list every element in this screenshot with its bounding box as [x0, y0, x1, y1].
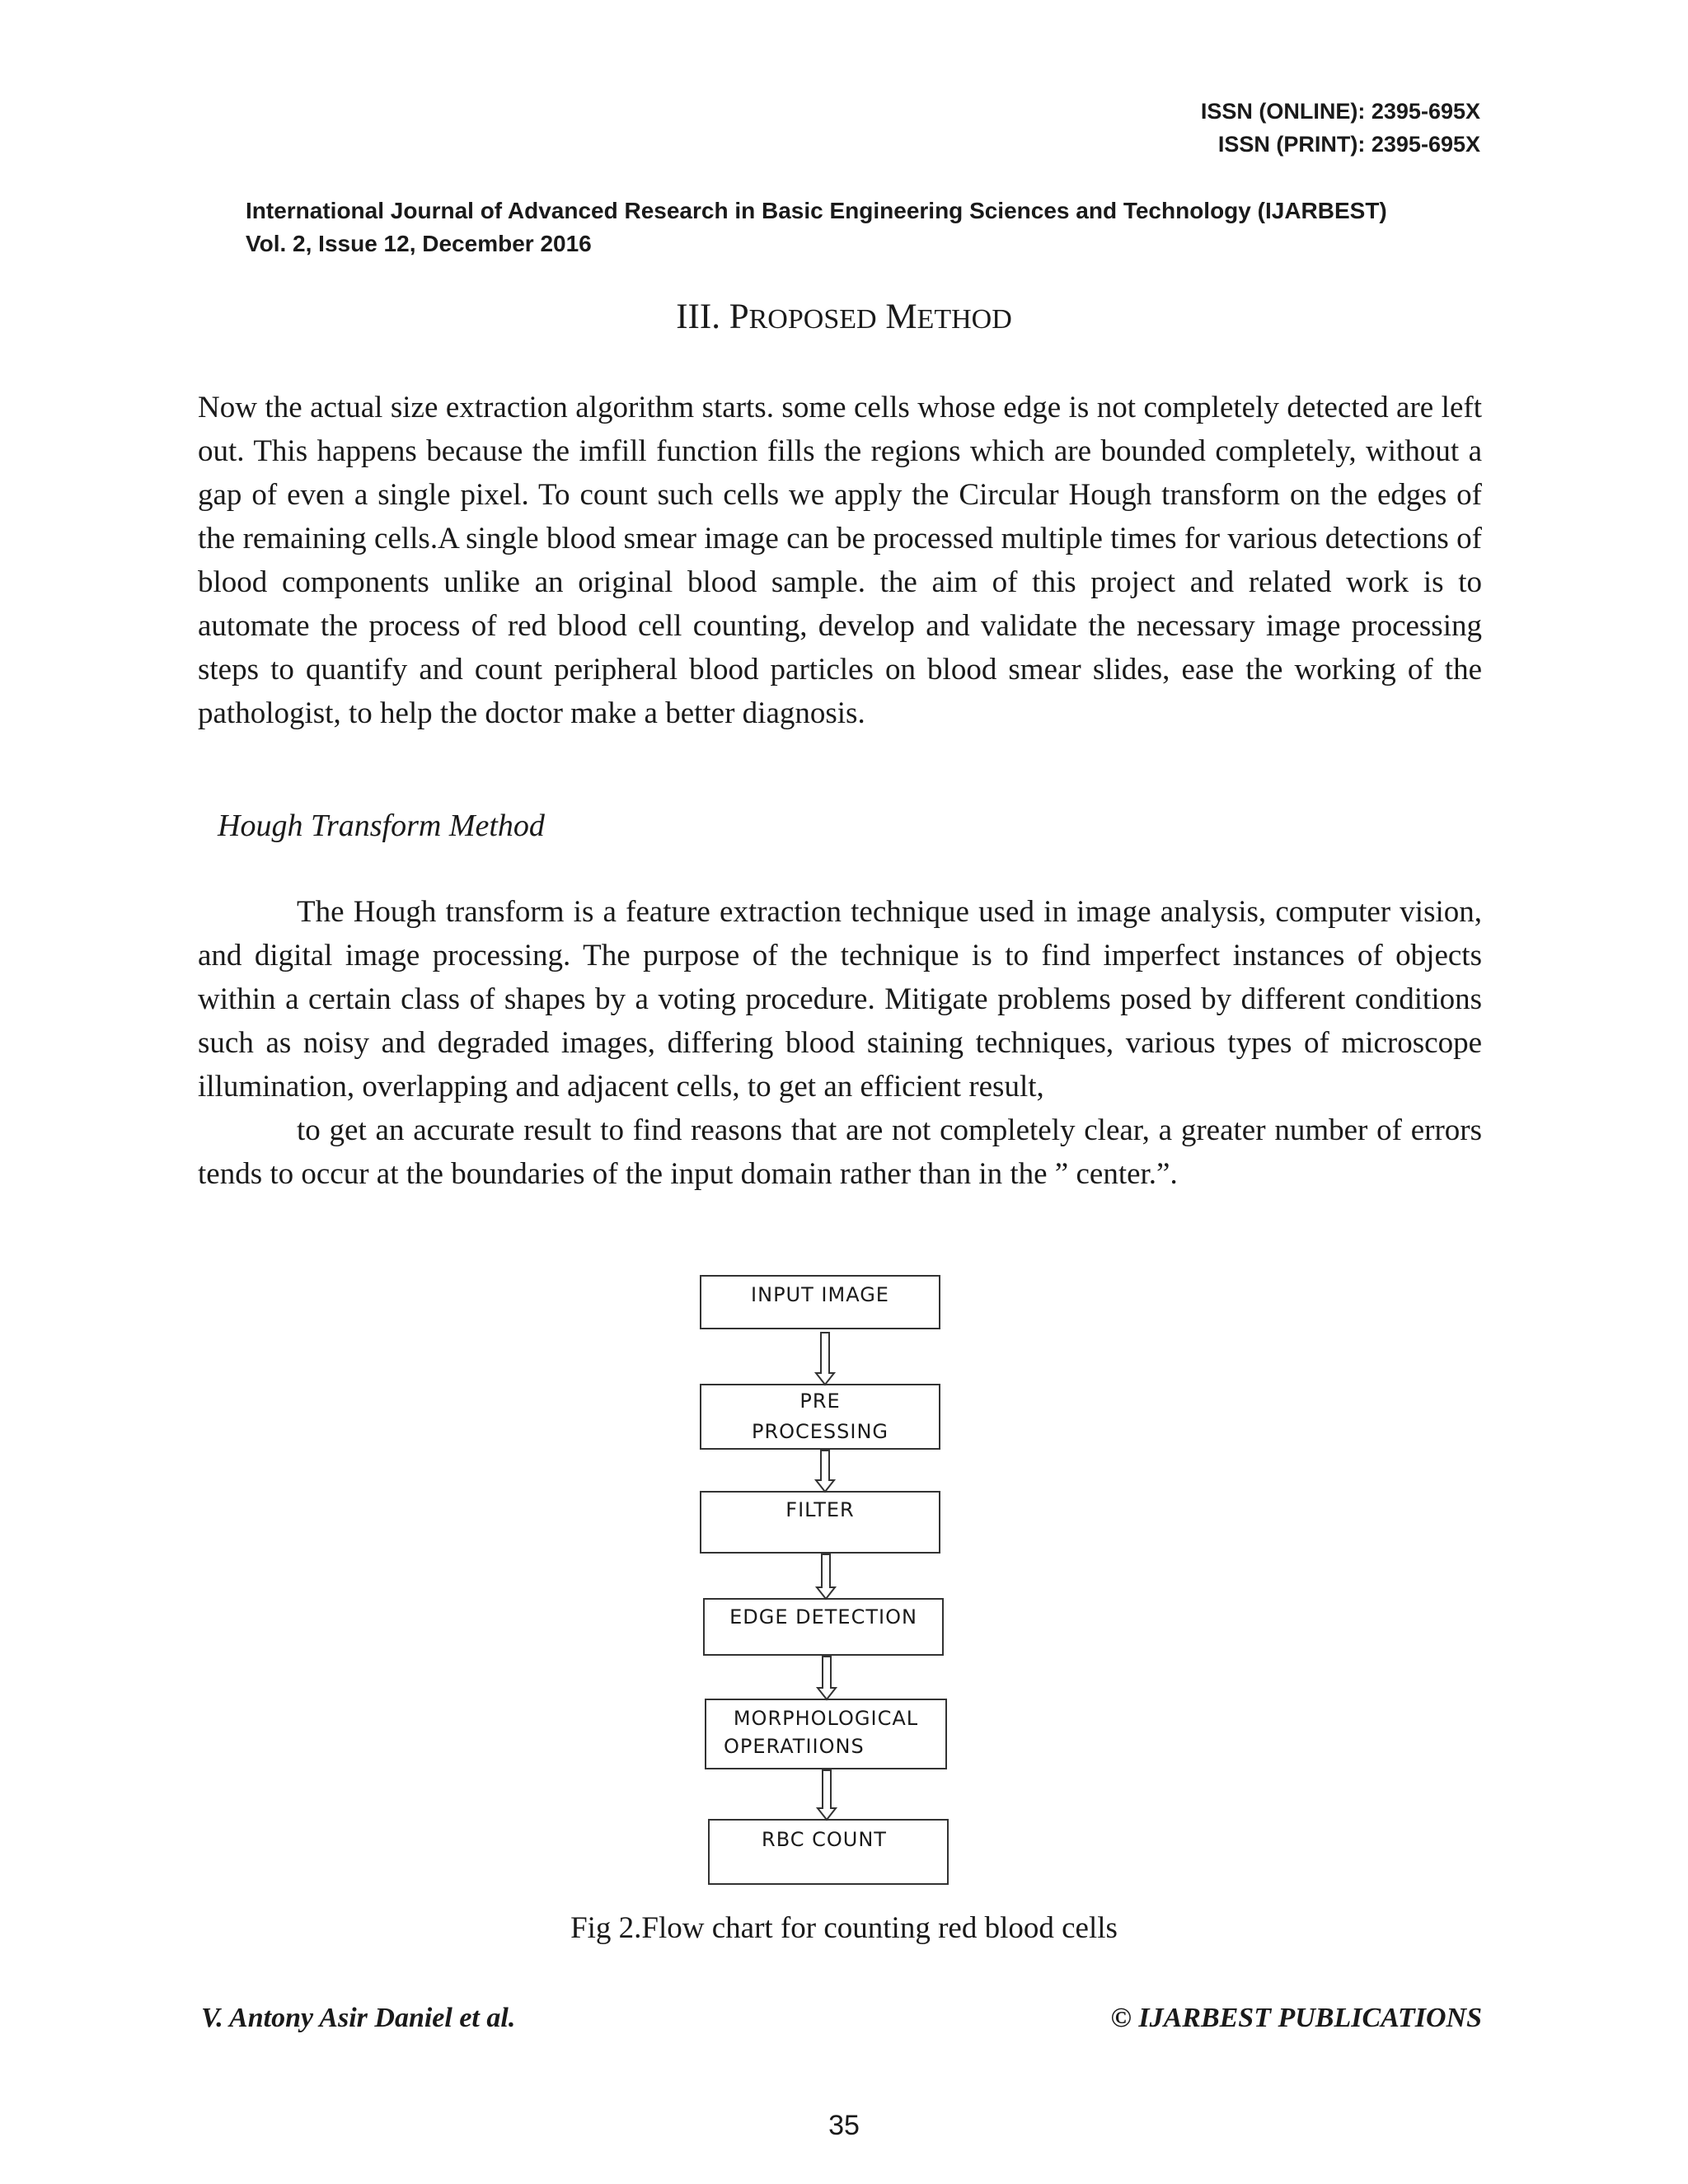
flow-label-pre: PRE [799, 1390, 841, 1413]
issn-print: ISSN (PRINT): 2395-695X [1217, 132, 1480, 157]
section-title-word-1: PROPOSED [729, 298, 877, 336]
issn-online: ISSN (ONLINE): 2395-695X [1200, 99, 1480, 124]
flow-label-morphological: MORPHOLOGICAL [733, 1707, 919, 1730]
figure-caption: Fig 2.Flow chart for counting red blood cells [570, 1911, 1118, 1945]
flow-arrow-icon [818, 1770, 836, 1820]
flow-label-processing: PROCESSING [751, 1420, 889, 1443]
flow-arrow-icon [816, 1333, 834, 1385]
flow-label-rbc-count: RBC COUNT [762, 1828, 887, 1851]
section-title-word-2: METHOD [885, 298, 1012, 336]
paragraph-2: The Hough transform is a feature extraction technique used in image analysis, computer vision, and digital image processing. The purpose of the technique is to find imperfect instances of objects within a certain class of shapes by a voting procedure. Mitigate problems posed by different conditions such as noisy and degraded images, differing blood staining techniques, various types of microscope illumination, overlapping and adjacent cells, to get an efficient result, [198, 895, 1482, 1104]
paragraph-1: Now the actual size extraction algorithm starts. some cells whose edge is not completely detected are left out. This happens because the imfill function fills the regions which are bounded completely, without a gap of even a single pixel. To count such cells we apply the Circular Hough transform on the edges of the remaining cells.A single blood smear image can be processed multiple times for various detections of blood components unlike an original blood sample. the aim of this project and related work is to automate the process of red blood cell counting, develop and validate the necessary image processing steps to quantify and count peripheral blood particles on blood smear slides, ease the working of the pathologist, to help the doctor make a better diagnosis. [198, 391, 1482, 730]
flow-arrow-icon [816, 1451, 834, 1492]
page-number: 35 [828, 2110, 860, 2141]
flow-label-input-image: INPUT IMAGE [751, 1283, 889, 1306]
flow-label-operations: OPERATIIONS [724, 1735, 865, 1758]
volume-issue: Vol. 2, Issue 12, December 2016 [246, 231, 592, 256]
journal-title: International Journal of Advanced Research in Basic Engineering Sciences and Technology (IJARBEST) [246, 198, 1387, 223]
subsection-heading: Hough Transform Method [218, 808, 545, 843]
footer-publisher: © IJARBEST PUBLICATIONS [1110, 2003, 1482, 2033]
paragraph-3: to get an accurate result to find reasons that are not completely clear, a greater number of errors tends to occur at the boundaries of the input domain rather than in the ” center.”. [198, 1113, 1482, 1191]
section-number: III. [676, 298, 720, 336]
flow-label-edge-detection: EDGE DETECTION [729, 1605, 917, 1629]
flow-label-filter: FILTER [785, 1498, 855, 1521]
flow-arrow-icon [817, 1554, 835, 1599]
flow-arrow-icon [818, 1657, 836, 1699]
footer-author: V. Antony Asir Daniel et al. [201, 2003, 516, 2033]
